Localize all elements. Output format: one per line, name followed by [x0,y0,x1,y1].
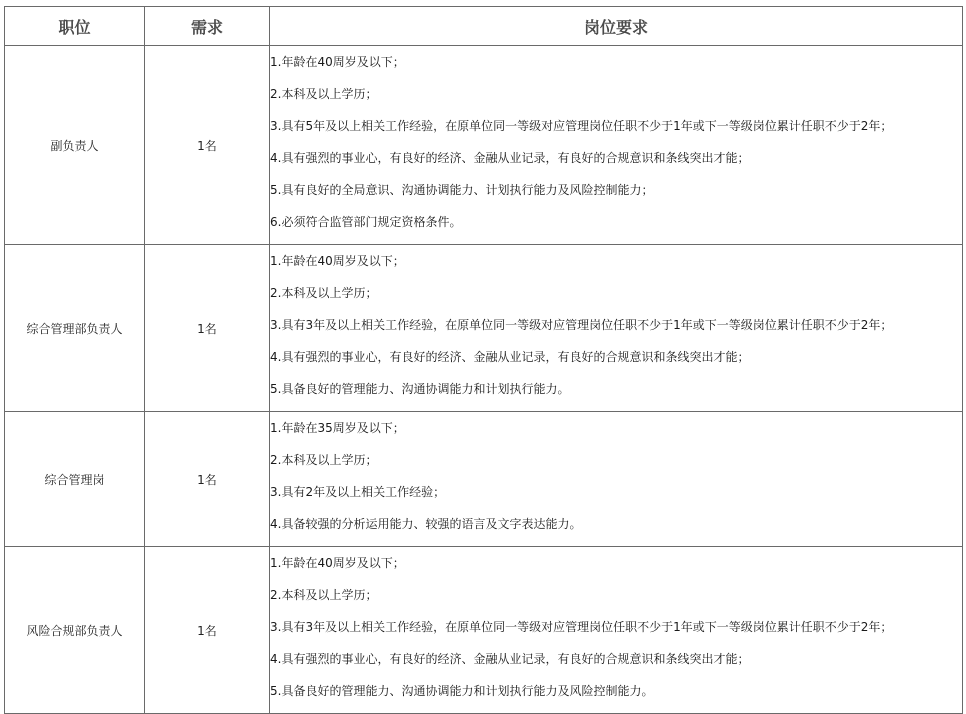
requirements-list [270,46,962,244]
requirement-item: 4.具备较强的分析运用能力、较强的语言及文字表达能力。 [270,517,582,531]
position-cell: 综合管理部负责人 [5,245,145,412]
requirement-item: 4.具有强烈的事业心，有良好的经济、金融从业记录，有良好的合规意识和条线突出才能； [270,350,750,364]
requirement-item: 6.必须符合监管部门规定资格条件。 [270,215,462,229]
requirement-item: 4.具有强烈的事业心，有良好的经济、金融从业记录，有良好的合规意识和条线突出才能； [270,151,750,165]
header-position: 职位 [5,7,145,46]
demand-cell: 1名 [145,412,270,547]
position-cell: 综合管理岗 [5,412,145,547]
table-row [5,412,963,547]
requirement-item: 3.具有5年及以上相关工作经验，在原单位同一等级对应管理岗位任职不少于1年或下一等级岗位累计任职不少于2年； [270,119,893,133]
requirements-list [270,412,962,546]
requirements-cell [270,412,963,547]
position-cell: 风险合规部负责人 [5,547,145,714]
requirement-item: 1.年龄在40周岁及以下； [270,254,405,268]
demand-cell: 1名 [145,245,270,412]
requirement-item: 1.年龄在40周岁及以下； [270,556,405,570]
job-requirements-table [4,6,963,714]
requirements-list [270,245,962,411]
requirements-cell [270,245,963,412]
table-header-row [5,7,963,46]
requirement-item: 2.本科及以上学历； [270,453,378,467]
table-row [5,547,963,714]
requirement-item: 4.具有强烈的事业心，有良好的经济、金融从业记录，有良好的合规意识和条线突出才能； [270,652,750,666]
requirements-cell [270,547,963,714]
requirement-item: 5.具备良好的管理能力、沟通协调能力和计划执行能力。 [270,382,570,396]
requirement-item: 5.具备良好的管理能力、沟通协调能力和计划执行能力及风险控制能力。 [270,684,654,698]
header-requirements: 岗位要求 [270,7,963,46]
requirements-cell [270,46,963,245]
table-row [5,46,963,245]
position-cell: 副负责人 [5,46,145,245]
requirement-item: 2.本科及以上学历； [270,87,378,101]
requirement-item: 3.具有2年及以上相关工作经验； [270,485,446,499]
requirement-item: 2.本科及以上学历； [270,588,378,602]
requirement-item: 5.具有良好的全局意识、沟通协调能力、计划执行能力及风险控制能力； [270,183,654,197]
requirement-item: 3.具有3年及以上相关工作经验，在原单位同一等级对应管理岗位任职不少于1年或下一等级岗位累计任职不少于2年； [270,620,893,634]
table-row [5,245,963,412]
requirement-item: 2.本科及以上学历； [270,286,378,300]
requirement-item: 1.年龄在40周岁及以下； [270,55,405,69]
requirement-item: 1.年龄在35周岁及以下； [270,421,405,435]
demand-cell: 1名 [145,547,270,714]
header-demand: 需求 [145,7,270,46]
requirements-list [270,547,962,713]
demand-cell: 1名 [145,46,270,245]
requirement-item: 3.具有3年及以上相关工作经验，在原单位同一等级对应管理岗位任职不少于1年或下一等级岗位累计任职不少于2年； [270,318,893,332]
